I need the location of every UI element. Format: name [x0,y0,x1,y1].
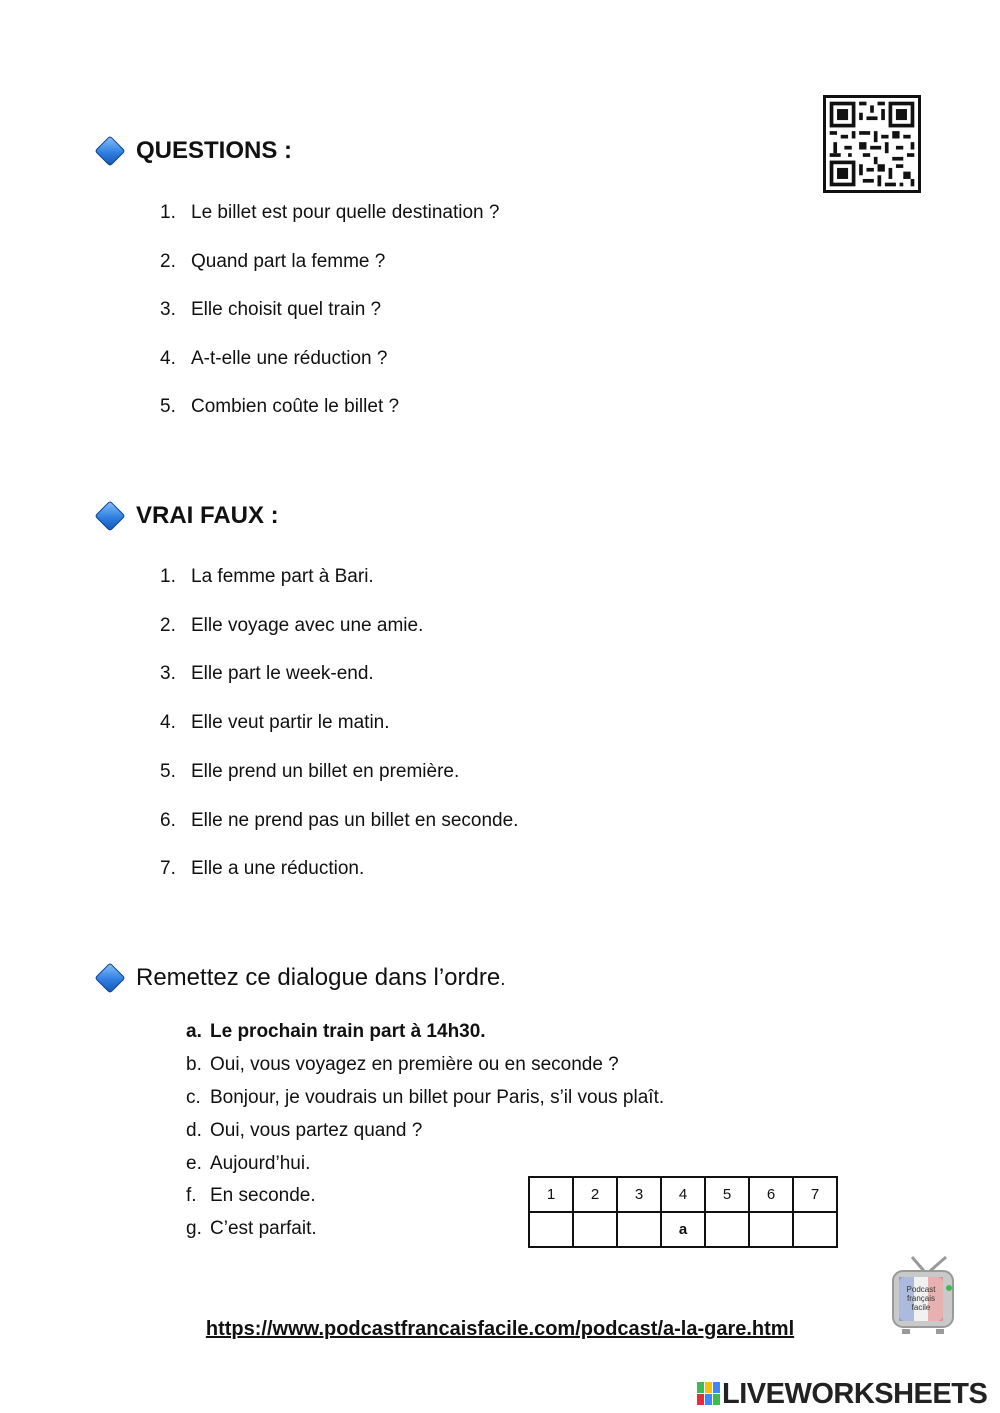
dialogue-heading [136,964,506,992]
statement-number: 6. [160,810,176,831]
question-number: 2. [160,251,176,272]
statement-text: Elle part le week-end. [191,663,374,684]
dialogue-letter: d. [186,1120,202,1141]
tv-logo-line: Podcast [906,1285,936,1294]
tv-logo-label [899,1285,943,1312]
question-text: Quand part la femme ? [191,251,386,272]
statement-text: Elle ne prend pas un billet en seconde. [191,810,519,831]
question-text: Le billet est pour quelle destination ? [191,202,500,223]
statement-text: Elle veut partir le matin. [191,712,390,733]
dialogue-letter: e. [186,1153,202,1174]
statement-number: 2. [160,615,176,636]
statement-number: 4. [160,712,176,733]
grid-header-cell: 6 [749,1177,793,1212]
question-text: Elle choisit quel train ? [191,299,382,320]
question-text: Combien coûte le billet ? [191,396,400,417]
grid-header-row [529,1177,837,1212]
question-number: 1. [160,202,176,223]
questions-heading: QUESTIONS : [136,137,293,164]
order-answer-grid [528,1176,838,1248]
statement-text: La femme part à Bari. [191,566,374,587]
statement-text: Elle voyage avec une amie. [191,615,424,636]
question-number: 3. [160,299,176,320]
grid-answer-cell[interactable]: a [661,1212,705,1247]
grid-answer-cell[interactable] [793,1212,837,1247]
statement-number: 1. [160,566,176,587]
vrai-faux-heading: VRAI FAUX : [136,502,279,529]
tv-logo-line: facile [911,1303,931,1312]
dialogue-line: Oui, vous partez quand ? [210,1120,423,1141]
grid-answer-cell[interactable] [573,1212,617,1247]
dialogue-line: C’est parfait. [210,1218,317,1239]
grid-answer-cell[interactable] [617,1212,661,1247]
dialogue-heading-text: Remettez ce dialogue dans l’ordre [136,964,501,991]
grid-header-cell: 4 [661,1177,705,1212]
dialogue-letter: f. [186,1185,197,1206]
grid-answer-row [529,1212,837,1247]
dialogue-heading-dot: . [500,969,506,990]
liveworksheets-brand[interactable]: LIVEWORKSHEETS [722,1378,988,1410]
grid-answer-cell[interactable] [705,1212,749,1247]
grid-answer-cell[interactable] [749,1212,793,1247]
grid-header-cell: 1 [529,1177,573,1212]
question-number: 4. [160,348,176,369]
question-number: 5. [160,396,176,417]
dialogue-letter: b. [186,1054,202,1075]
dialogue-line: Le prochain train part à 14h30. [210,1021,486,1042]
tv-logo-line: français [906,1294,935,1303]
liveworksheets-logo-icon [697,1382,721,1406]
statement-text: Elle a une réduction. [191,858,365,879]
diamond-bullet-icon [94,135,125,166]
diamond-bullet-icon [94,500,125,531]
grid-header-cell: 2 [573,1177,617,1212]
dialogue-line: Oui, vous voyagez en première ou en seconde ? [210,1054,619,1075]
statement-number: 5. [160,761,176,782]
grid-header-cell: 7 [793,1177,837,1212]
podcast-link[interactable]: https://www.podcastfrancaisfacile.com/podcast/a-la-gare.html [205,1318,795,1340]
dialogue-line: Bonjour, je voudrais un billet pour Paris, s’il vous plaît. [210,1087,665,1108]
grid-header-cell: 5 [705,1177,749,1212]
statement-number: 3. [160,663,176,684]
dialogue-line: Aujourd’hui. [210,1153,311,1174]
dialogue-letter: a. [186,1021,202,1042]
diamond-bullet-icon [94,962,125,993]
grid-header-cell: 3 [617,1177,661,1212]
question-text: A-t-elle une réduction ? [191,348,388,369]
qr-code [823,95,921,193]
dialogue-letter: g. [186,1218,202,1239]
dialogue-letter: c. [186,1087,201,1108]
statement-text: Elle prend un billet en première. [191,761,460,782]
dialogue-line: En seconde. [210,1185,316,1206]
grid-answer-cell[interactable] [529,1212,573,1247]
statement-number: 7. [160,858,176,879]
